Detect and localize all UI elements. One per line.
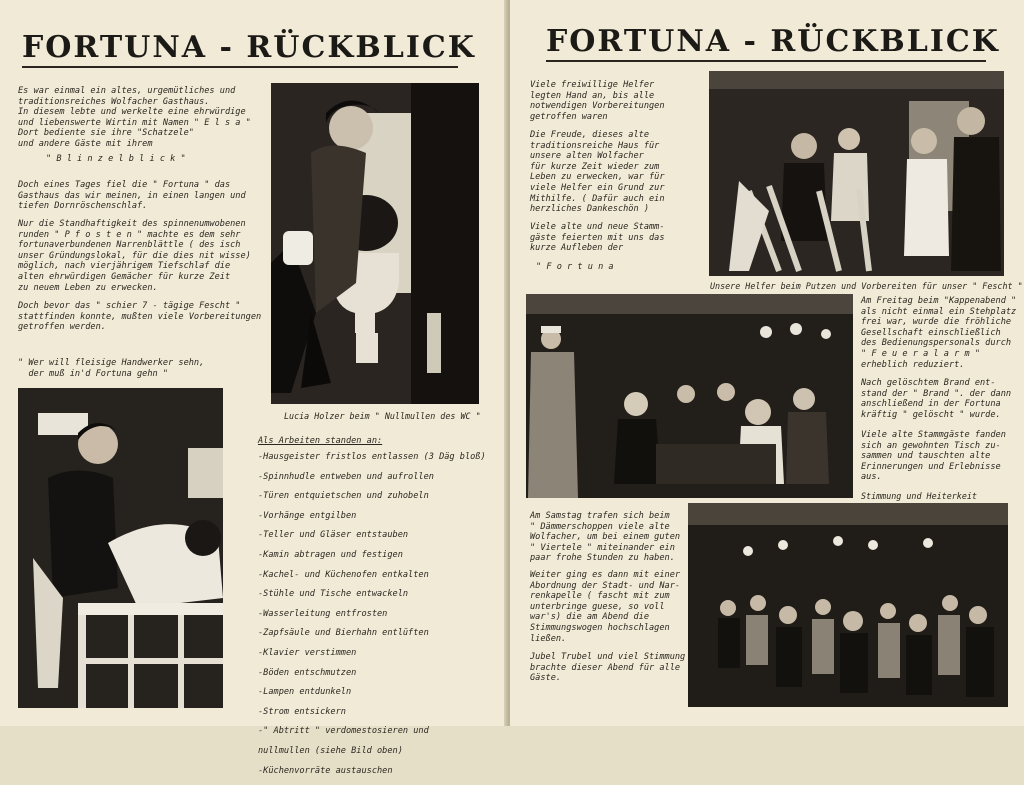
daemmerschoppen-paragraph: Am Samstag trafen sich beim " Dämmerschoppen viele alte Wolfacher, um bei einem guten " Viertele " miteinander ein paar frohe Stunden zu haben. <box>530 511 680 564</box>
task-item: -Hausgeister fristlos entlassen (3 Däg bloß) <box>258 452 486 472</box>
right-page-title: FORTUNA - RÜCKBLICK <box>546 24 1000 59</box>
photo-helpers <box>709 71 1004 276</box>
photo-daemmerschoppen <box>688 503 1008 707</box>
photo-kappenabend <box>526 294 853 498</box>
photo-toilet-cleaning <box>271 83 479 404</box>
task-item: -Strom entsickern <box>258 707 486 727</box>
stimmung-caption: Stimmung und Heiterkeit <box>861 491 977 501</box>
freude-paragraph: Die Freude, dieses alte traditionsreiche Haus für unsere alten Wolfacher für kurze Zeit wieder zum Leben zu erwecken, war für viele Helfer ein Grund zur Mithilfe. ( Dafür auch ein herzliches Dankeschön ) <box>530 130 665 215</box>
title-underline <box>22 66 458 68</box>
task-item: -Türen entquietschen und zuhobeln <box>258 491 486 511</box>
task-item: -Küchenvorräte austauschen <box>258 766 486 785</box>
task-item: -Teller und Gläser entstauben <box>258 530 486 550</box>
tasks-heading: Als Arbeiten standen an: <box>258 436 382 446</box>
task-item: -Lampen entdunkeln <box>258 687 486 707</box>
photo-scrubbing-image <box>18 388 223 708</box>
task-item: -Spinnhudle entweben und aufrollen <box>258 472 486 492</box>
fescht-paragraph: Doch bevor das " schier 7 - tägige Fescht " stattfinden konnte, mußten viele Vorbereitungen getroffen werden. <box>18 301 261 333</box>
task-item: -Stühle und Tische entwackeln <box>258 589 486 609</box>
handwerker-quote: " Wer will fleisige Handwerker sehn, der muß in'd Fortuna gehn " <box>18 358 204 379</box>
pfosten-paragraph: Nur die Standhaftigkeit des spinnenumwobenen runden " P f o s t e n " machte es dem sehr fortunaverbundenen Narrenblättle ( des isch unser Gründungslokal, für die dies nit wisse) möglich, nach vierjährigem Tiefschlaf die alten ehrwürdigen Gemächer für kurze Zeit zu neuem Leben zu erwecken. <box>18 219 251 293</box>
task-item: -Wasserleitung entfrosten <box>258 609 486 629</box>
narrenkapelle-paragraph: Weiter ging es dann mit einer Abordnung der Stadt- und Nar- renkapelle ( fascht mit zum unterbringe guese, so voll war's) die am Abend die Stimmungswogen hochschlagen ließen. <box>530 570 680 644</box>
photo-toilet-cleaning-image <box>271 83 479 404</box>
photo-toilet-caption: Lucia Holzer beim " Nullmullen des WC " <box>284 411 481 421</box>
photo-kappenabend-image <box>526 294 853 498</box>
brand-paragraph: Nach gelöschtem Brand ent- stand der " Brand ". der dann anschließend in der Fortuna kräftig " gelöscht " wurde. <box>861 378 1011 420</box>
erinnerungen-paragraph: Viele alte Stammgäste fanden sich an gewohnten Tisch zu- sammen und tauschten alte Erinnerungen und Erlebnisse aus. <box>861 430 1006 483</box>
jubel-paragraph: Jubel Trubel und viel Stimmung brachte dieser Abend für alle Gäste. <box>530 652 685 684</box>
task-item: -Zapfsäule und Bierhahn entlüften <box>258 628 486 648</box>
task-item: -Kamin abtragen und festigen <box>258 550 486 570</box>
task-item: -" Abtritt " verdomestosieren und <box>258 726 486 746</box>
stammgaeste-paragraph: Viele alte und neue Stamm- gäste feierten mit uns das kurze Aufleben der <box>530 222 665 254</box>
blinzelblick-text: " B l i n z e l b l i c k " <box>46 154 186 165</box>
title-underline <box>546 60 986 62</box>
kappenabend-paragraph: Am Freitag beim "Kappenabend " als nicht einmal ein Stehplatz frei war, wurde die fröhliche Gesellschaft einschließlich des Bedienungspersonals durch " F e u e r a l a r m " erheblich reduziert. <box>861 296 1016 370</box>
intro-paragraph: Es war einmal ein altes, urgemütliches und traditionsreiches Wolfacher Gasthaus. In diesem lebte und werkelte eine ehrwürdige und liebenswerte Wirtin mit Namen " E l s a " Dort bediente sie ihre "Schatzele" und andere Gäste mit ihrem <box>18 86 251 150</box>
photo-scrubbing <box>18 388 223 708</box>
photo-helpers-caption: Unsere Helfer beim Putzen und Vorbereiten für unser " Fescht " <box>710 281 1023 291</box>
photo-daemmerschoppen-image <box>688 503 1008 707</box>
tasks-list <box>258 452 486 785</box>
right-page <box>510 0 1024 726</box>
left-page <box>0 0 508 726</box>
task-item: -Böden entschmutzen <box>258 668 486 688</box>
left-page-title: FORTUNA - RÜCKBLICK <box>22 30 476 65</box>
fortuna-text: " F o r t u n a <box>536 262 614 273</box>
dornroeschen-paragraph: Doch eines Tages fiel die " Fortuna " das Gasthaus das wir meinen, in einen langen und tiefen Dornröschenschlaf. <box>18 180 246 212</box>
task-item: -Kachel- und Küchenofen entkalten <box>258 570 486 590</box>
task-item: -Klavier verstimmen <box>258 648 486 668</box>
photo-helpers-image <box>709 71 1004 276</box>
task-item: nullmullen (siehe Bild oben) <box>258 746 486 766</box>
task-item: -Vorhänge entgilben <box>258 511 486 531</box>
helfer-paragraph: Viele freiwillige Helfer legten Hand an, bis alle notwendigen Vorbereitungen getroffen waren <box>530 80 665 122</box>
